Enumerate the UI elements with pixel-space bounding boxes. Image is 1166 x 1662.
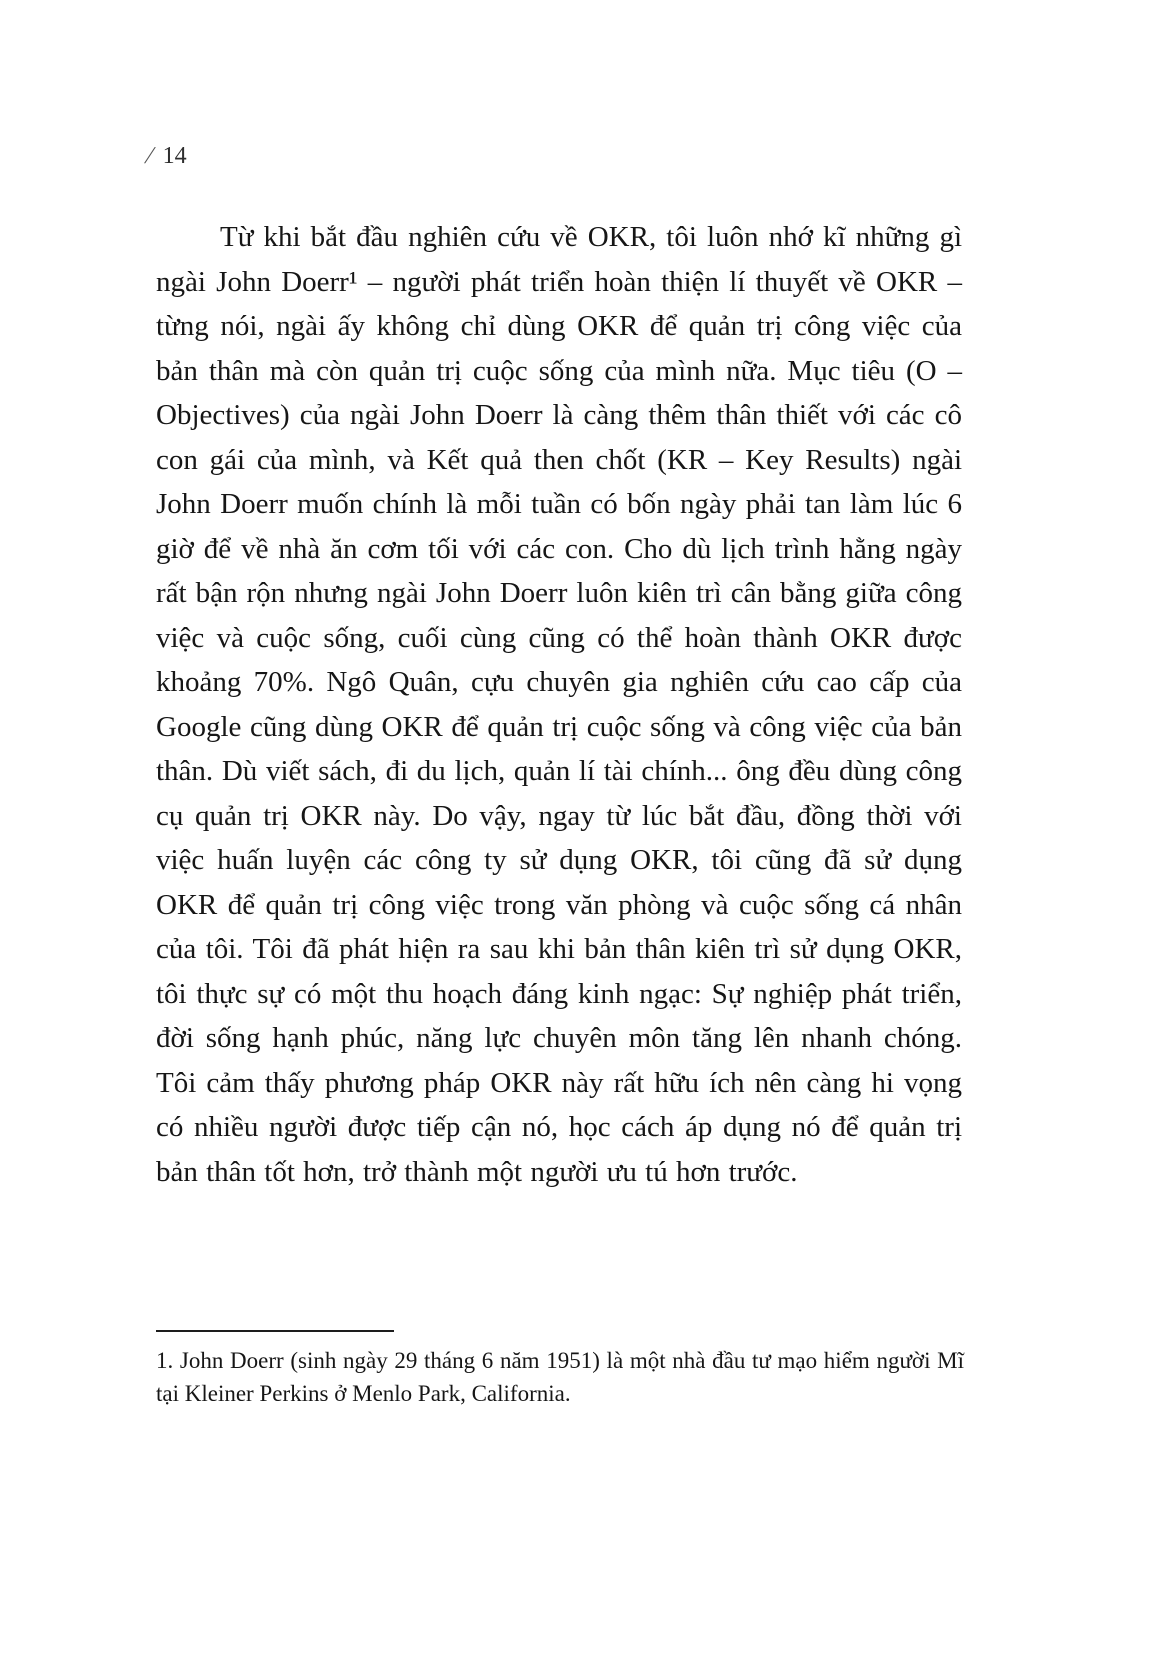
footnote-text: 1. John Doerr (sinh ngày 29 tháng 6 năm 1951) là một nhà đầu tư mạo hiểm người Mĩ tại Kleiner Perkins ở Menlo Park, California. bbox=[156, 1348, 964, 1406]
footnote-divider bbox=[156, 1330, 394, 1332]
page-header bbox=[146, 143, 187, 170]
page-number: 14 bbox=[162, 143, 187, 169]
footnote-section bbox=[156, 1330, 964, 1410]
body-paragraph: Từ khi bắt đầu nghiên cứu về OKR, tôi luôn nhớ kĩ những gì ngài John Doerr¹ – người phát triển hoàn thiện lí thuyết về OKR – từng nói, ngài ấy không chỉ dùng OKR để quản trị công việc của bản thân mà còn quản trị cuộc sống của mình nữa. Mục tiêu (O – Objectives) của ngài John Doerr là càng thêm thân thiết với các cô con gái của mình, và Kết quả then chốt (KR – Key Results) ngài John Doerr muốn chính là mỗi tuần có bốn ngày phải tan làm lúc 6 giờ để về nhà ăn cơm tối với các con. Cho dù lịch trình hằng ngày rất bận rộn nhưng ngài John Doerr luôn kiên trì cân bằng giữa công việc và cuộc sống, cuối cùng cũng có thể hoàn thành OKR được khoảng 70%. Ngô Quân, cựu chuyên gia nghiên cứu cao cấp của Google cũng dùng OKR để quản trị cuộc sống và công việc của bản thân. Dù viết sách, đi du lịch, quản lí tài chính... ông đều dùng công cụ quản trị OKR này. Do vậy, ngay từ lúc bắt đầu, đồng thời với việc huấn luyện các công ty sử dụng OKR, tôi cũng đã sử dụng OKR để quản trị công việc trong văn phòng và cuộc sống cá nhân của tôi. Tôi đã phát hiện ra sau khi bản thân kiên trì sử dụng OKR, tôi thực sự có một thu hoạch đáng kinh ngạc: Sự nghiệp phát triển, đời sống hạnh phúc, năng lực chuyên môn tăng lên nhanh chóng. Tôi cảm thấy phương pháp OKR này rất hữu ích nên càng hi vọng có nhiều người được tiếp cận nó, học cách áp dụng nó để quản trị bản thân tốt hơn, trở thành một người ưu tú hơn trước. bbox=[156, 221, 962, 1188]
page-number-slash-icon: / bbox=[144, 143, 155, 169]
